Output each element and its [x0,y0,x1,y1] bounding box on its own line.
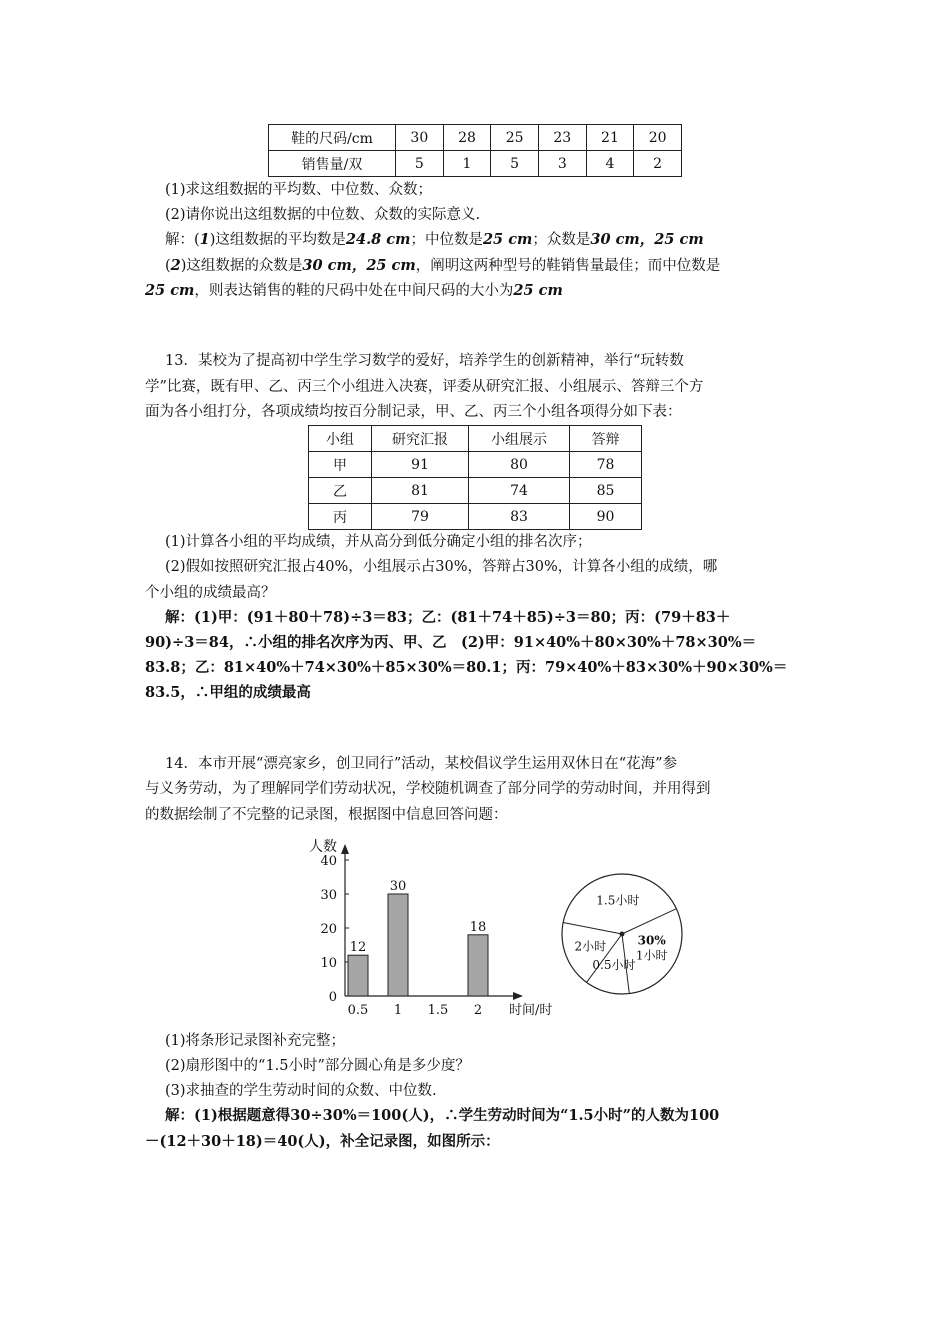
pie-slice-label: 2小时 [574,939,607,954]
bar [348,955,368,996]
table-row [309,504,642,530]
bar-value-label: 18 [469,919,487,935]
q12-answer1 [165,230,825,250]
q14-charts [290,834,710,1019]
table-row [309,478,642,504]
table-cell: 21 [586,125,634,151]
y-tick-label: 0 [328,990,337,1005]
table-cell: 5 [396,151,444,177]
q12-part1: (1)求这组数据的平均数、中位数、众数； [165,182,433,198]
table-cell: 鞋的尺码/cm [269,125,396,151]
pie-slice-percent: 30% [637,933,666,948]
mode-value: 30 cm，25 cm [590,231,704,248]
x-tick-label: 1 [393,1003,403,1018]
q13-solution-line1: 解：(1)甲：(91＋80＋78)÷3＝83；乙：(81＋74＋85)÷3＝80；丙：(79＋83＋ [165,609,731,626]
table-cell: 85 [570,478,642,504]
table-cell: 1 [443,151,491,177]
q14-stem-line3: 的数据绘制了不完整的记录图，根据图中信息回答问题： [145,807,508,823]
y-axis-arrow [341,844,349,854]
table-cell: 销售量/双 [269,151,396,177]
y-tick-label: 30 [320,888,337,903]
text: 解：( [165,232,200,248]
text: ，阐明这两种型号的鞋销售量最佳；而中位数是 [415,258,721,274]
table-row [309,452,642,478]
median-value: 25 cm [145,282,195,299]
q13-part1: (1)计算各小组的平均成绩，并从高分到低分确定小组的排名次序； [165,534,592,550]
q13-solution-line3: 83.8；乙：81×40%＋74×30%＋85×30%＝80.1；丙：79×40%＋83×30%＋90×30%＝ [145,659,788,676]
mean-value: 24.8 cm [345,231,411,248]
q14-part3: (3)求抽查的学生劳动时间的众数、中位数. [165,1083,437,1099]
q14-stem-line2: 与义务劳动，为了理解同学们劳动状况，学校随机调查了部分同学的劳动时间，并用得到 [145,781,711,797]
q13-part2-cont: 个小组的成绩最高？ [145,585,276,601]
q13-stem-line3: 面为各小组打分，各项成绩均按百分制记录，甲、乙、丙三个小组各项得分如下表： [145,404,682,420]
text: ( [165,258,171,274]
table-cell: 83 [469,504,570,530]
q12-table [268,124,682,177]
mode-value: 30 cm，25 cm [302,257,416,274]
y-tick-label: 40 [320,854,337,869]
table-cell: 5 [491,151,539,177]
q13-stem-line2: 学”比赛，既有甲、乙、丙三个小组进入决赛，评委从研究汇报、小组展示、答辩三个方 [145,379,704,395]
table-cell: 研究汇报 [372,426,469,452]
q14-solution-line1: 解：(1)根据题意得30÷30%＝100(人)，∴学生劳动时间为“1.5小时”的人数为100 [165,1107,720,1124]
q13-table [308,425,642,530]
table-cell: 20 [634,125,682,151]
bar-value-label: 30 [389,879,407,894]
bar-chart [309,838,552,1018]
bar [468,935,488,996]
table-cell: 78 [570,452,642,478]
table-cell: 4 [586,151,634,177]
median-value: 25 cm [513,282,563,299]
table-cell: 90 [570,504,642,530]
pie-slice-label: 1小时 [635,948,668,963]
table-row [269,125,682,151]
x-axis-label: 时间/时 [509,1003,553,1018]
table-cell: 25 [491,125,539,151]
q14-part1: (1)将条形记录图补充完整； [165,1033,346,1049]
q14-stem-line1: 14．本市开展“漂亮家乡，创卫同行”活动，某校倡议学生运用双休日在“花海”参 [165,756,678,772]
table-cell: 74 [469,478,570,504]
q12-answer2 [165,256,825,276]
y-tick-label: 20 [320,922,337,937]
text: ，则表达销售的鞋的尺码中处在中间尺码的大小为 [194,283,514,299]
table-cell: 答辩 [570,426,642,452]
x-tick-label: 2 [473,1003,483,1018]
text: )这组数据的平均数是 [209,232,346,248]
table-cell: 丙 [309,504,372,530]
q13-stem-line1: 13．某校为了提高初中学生学习数学的爱好，培养学生的创新精神，举行“玩转数 [165,353,684,369]
median-value: 25 cm [482,231,533,248]
q13-solution-line4: 83.5，∴甲组的成绩最高 [145,684,311,701]
text: ；中位数是 [410,232,483,248]
q13-part2: (2)假如按照研究汇报占40%，小组展示占30%，答辩占30%，计算各小组的成绩，哪 [165,559,718,575]
x-tick-label: 1.5 [427,1003,449,1018]
text: 2 [170,257,181,274]
text: 1 [199,231,210,248]
q12-answer2-cont [145,281,805,301]
q14-solution-line2: －(12＋30＋18)＝40(人)，补全记录图，如图所示： [145,1133,500,1150]
q14-part2: (2)扇形图中的“1.5小时”部分圆心角是多少度？ [165,1058,470,1074]
table-cell: 23 [538,125,586,151]
x-tick-label: 0.5 [347,1003,369,1018]
pie-chart [562,874,682,994]
table-cell: 3 [538,151,586,177]
pie-center [620,932,625,937]
table-cell: 81 [372,478,469,504]
y-tick-label: 10 [320,956,337,971]
table-cell: 乙 [309,478,372,504]
table-cell: 91 [372,452,469,478]
pie-slice-label: 0.5小时 [592,957,636,972]
table-cell: 28 [443,125,491,151]
table-cell: 小组 [309,426,372,452]
x-axis-arrow [513,992,523,1000]
table-cell: 小组展示 [469,426,570,452]
q13-solution-line2: 90)÷3＝84，∴小组的排名次序为丙、甲、乙 (2)甲：91×40%＋80×30%＋78×30%＝ [145,634,757,651]
text: )这组数据的众数是 [180,258,303,274]
table-row [309,426,642,452]
text: ；众数是 [532,232,591,248]
table-cell: 30 [396,125,444,151]
bar-value-label: 12 [349,940,367,956]
q12-part2: (2)请你说出这组数据的中位数、众数的实际意义. [165,207,481,223]
pie-slice-label: 1.5小时 [596,893,640,908]
table-cell: 80 [469,452,570,478]
bar [388,894,408,996]
table-cell: 甲 [309,452,372,478]
table-cell: 79 [372,504,469,530]
table-row [269,151,682,177]
table-cell: 2 [634,151,682,177]
y-axis-label: 人数 [309,839,337,855]
